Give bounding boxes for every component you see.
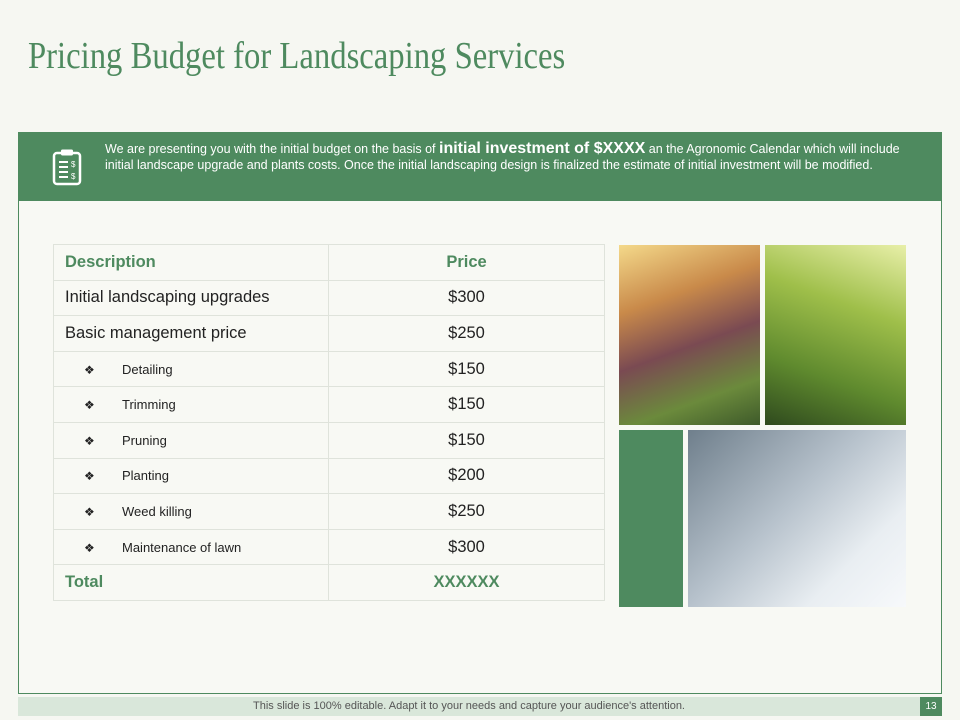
row-price: $250 [329,316,605,352]
svg-text:$: $ [71,160,76,169]
footer-note: This slide is 100% editable. Adapt it to your needs and capture your audience's attention. [18,697,920,716]
row-price: $250 [329,494,605,530]
table-row [54,494,605,530]
total-label: Total [54,565,329,601]
column-header-description: Description [54,245,329,281]
row-description: Maintenance of lawn [122,539,242,555]
row-price: $300 [329,529,605,565]
banner-text-rest: an the Agronomic Calendar which will include initial landscape upgrade and plants costs. Once the initial landscaping design is finalized the estimate of initial investment will be modified. [105,142,900,172]
page-number: 13 [920,697,942,716]
table-row [54,422,605,458]
slide-title: Pricing Budget for Landscaping Services [28,35,566,77]
row-description: Weed killing [122,503,192,519]
gardener-photo [619,245,760,425]
banner-text-intro: We are presenting you with the initial budget on the basis of [105,142,440,156]
table-header-row [54,245,605,281]
svg-text:$: $ [71,172,76,181]
row-description: Planting [122,468,169,484]
calculator-photo [688,430,906,607]
total-price: XXXXXX [329,565,605,601]
diamond-bullet-icon: ❖ [84,469,95,484]
diamond-bullet-icon: ❖ [84,504,95,519]
plants-photo [765,245,906,425]
column-header-price: Price [329,245,605,281]
table-row [54,316,605,352]
row-price: $150 [329,387,605,423]
table-total-row [54,565,605,601]
row-price: $300 [329,280,605,316]
diamond-bullet-icon: ❖ [84,540,95,555]
table-row [54,387,605,423]
banner-text-highlight: initial investment of $XXXX [439,140,646,157]
row-price: $150 [329,351,605,387]
diamond-bullet-icon: ❖ [84,362,95,377]
pricing-table [53,244,605,601]
table-row [54,529,605,565]
table-row [54,458,605,494]
row-description: Initial landscaping upgrades [54,280,329,316]
row-description: Pruning [122,432,167,448]
clipboard-dollar-icon [52,148,82,186]
row-description: Basic management price [54,316,329,352]
row-price: $200 [329,458,605,494]
info-banner [18,132,942,201]
row-description: Trimming [122,397,176,413]
table-row [54,280,605,316]
green-accent-block [619,430,683,607]
banner-text [105,141,905,173]
diamond-bullet-icon: ❖ [84,398,95,413]
diamond-bullet-icon: ❖ [84,433,95,448]
table-row [54,351,605,387]
row-description: Detailing [122,361,173,377]
row-price: $150 [329,422,605,458]
